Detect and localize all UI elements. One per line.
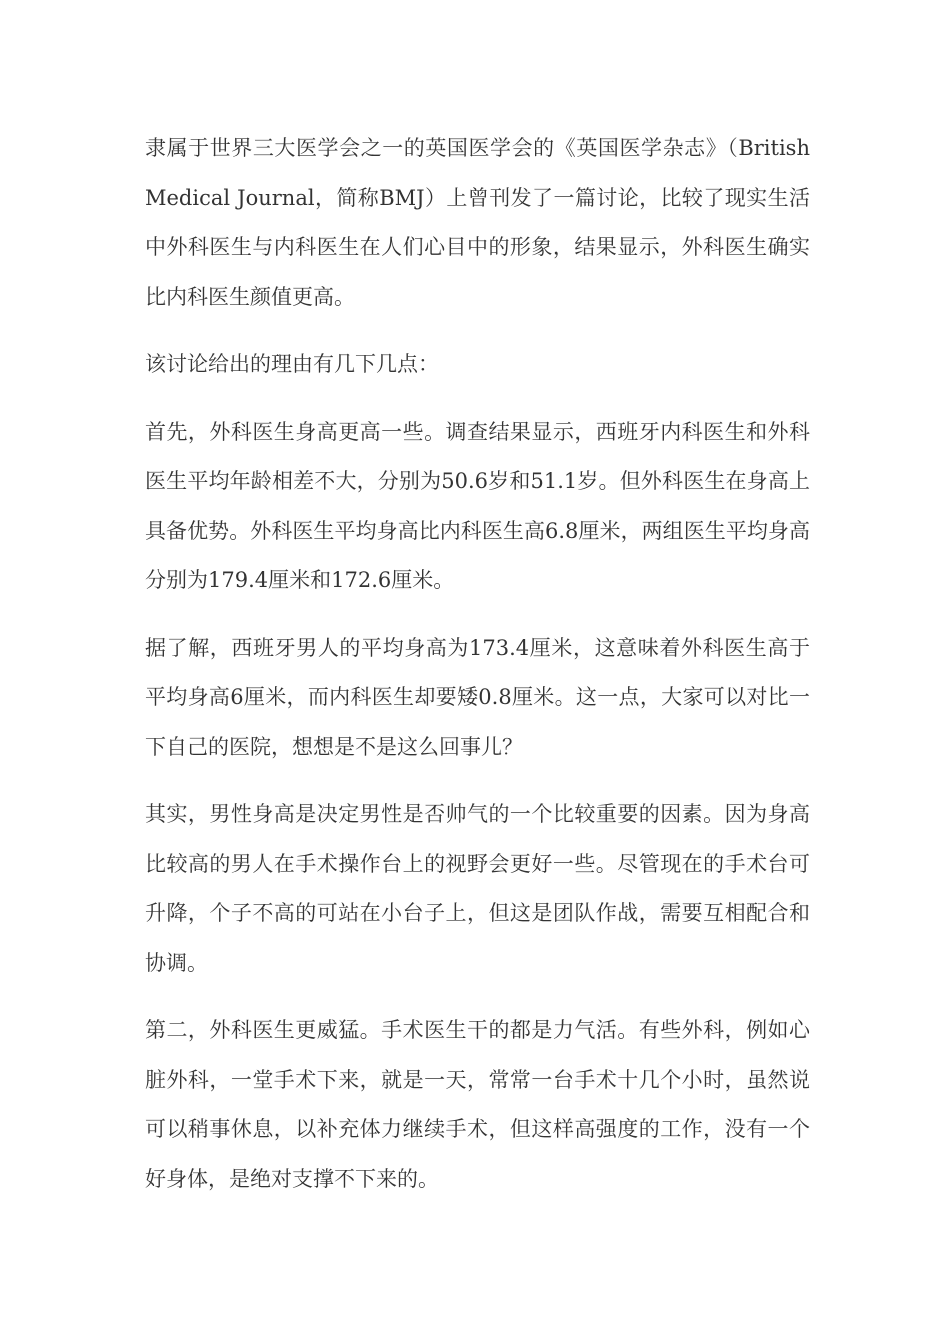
- paragraph-height-importance: 其实，男性身高是决定男性是否帅气的一个比较重要的因素。因为身高比较高的男人在手术操作台上的视野会更好一些。尽管现在的手术台可升降，个子不高的可站在小台子上，但这是团队作战，需要互相配合和协调。: [145, 802, 810, 975]
- paragraph-strength: 第二，外科医生更威猛。手术医生干的都是力气活。有些外科，例如心脏外科，一堂手术下来，就是一天，常常一台手术十几个小时，虽然说可以稍事休息，以补充体力继续手术，但这样高强度的工作，没有一个好身体，是绝对支撑不下来的。: [145, 1018, 810, 1191]
- paragraph-intro: 隶属于世界三大医学会之一的英国医学会的《英国医学杂志》（British Medical Journal，简称BMJ）上曾刊发了一篇讨论，比较了现实生活中外科医生与内科医生在人们心目中的形象，结果显示，外科医生确实比内科医生颜值更高。: [145, 136, 810, 309]
- paragraph-height: 首先，外科医生身高更高一些。调查结果显示，西班牙内科医生和外科医生平均年龄相差不大，分别为50.6岁和51.1岁。但外科医生在身高上具备优势。外科医生平均身高比内科医生高6.8厘米，两组医生平均身高分别为179.4厘米和172.6厘米。: [145, 419, 810, 592]
- document-body: [145, 124, 810, 1222]
- paragraph-average-height: 据了解，西班牙男人的平均身高为173.4厘米，这意味着外科医生高于平均身高6厘米，而内科医生却要矮0.8厘米。这一点，大家可以对比一下自己的医院，想想是不是这么回事儿？: [145, 635, 810, 759]
- paragraph-reasons-lead: 该讨论给出的理由有几下几点：: [145, 352, 439, 376]
